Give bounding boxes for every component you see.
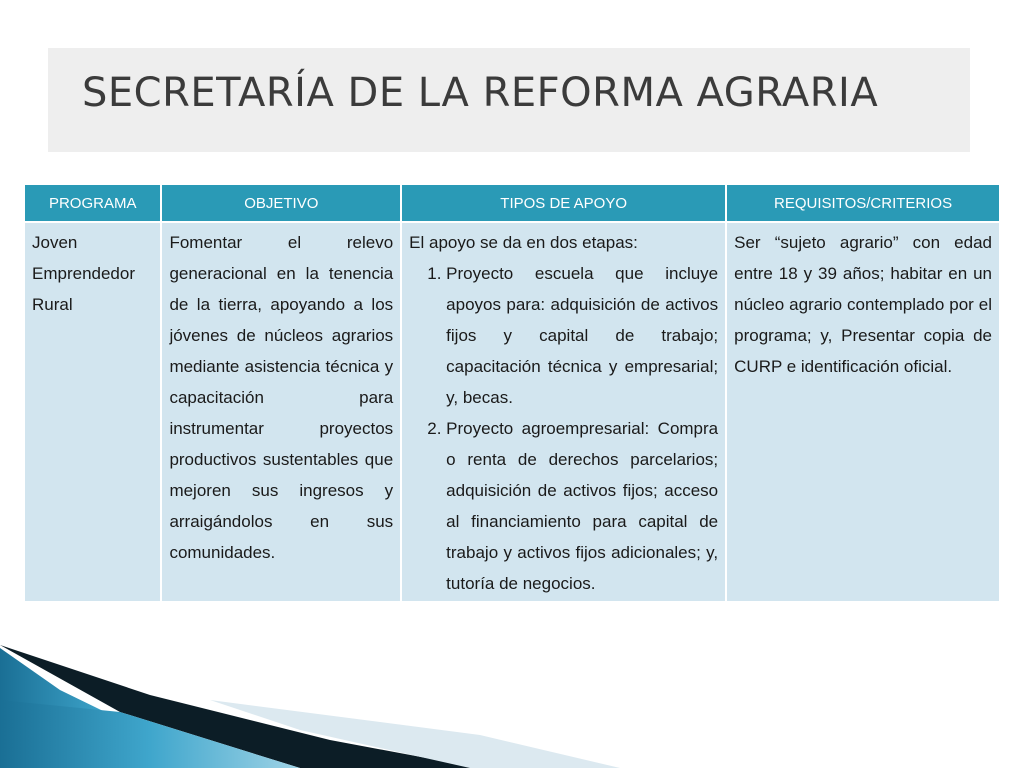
table-row	[24, 222, 1000, 602]
cell-requisitos: Ser “sujeto agrario” con edad entre 18 y 39 años; habitar en un núcleo agrario contemplado por el programa; y, Presentar copia de CURP e identificación oficial.	[726, 222, 1000, 602]
title-banner	[48, 48, 970, 152]
apoyo-list	[409, 258, 718, 599]
apoyo-item-2: 2. Proyecto agroempresarial: Compra o renta de derechos parcelarios; adquisición de activos fijos; acceso al financiamiento para capital de trabajo y activos fijos adicionales; y, tutoría de negocios.	[446, 413, 718, 599]
apoyo-item-1: 1. Proyecto escuela que incluye apoyos para: adquisición de activos fijos y capital de trabajo; capacitación técnica y empresarial; y, becas.	[446, 258, 718, 413]
cell-programa: Joven Emprendedor Rural	[24, 222, 161, 602]
cell-objetivo: Fomentar el relevo generacional en la tenencia de la tierra, apoyando a los jóvenes de núcleos agrarios mediante asistencia técnica y capacitación para instrumentar proyectos productivos sustentables que mejoren sus ingresos y arraigándolos en sus comunidades.	[161, 222, 401, 602]
header-requisitos: REQUISITOS/CRITERIOS	[726, 184, 1000, 222]
cell-tipos-de-apoyo	[401, 222, 726, 602]
blue-swoosh-lower	[0, 700, 300, 768]
header-tipos-de-apoyo: TIPOS DE APOYO	[401, 184, 726, 222]
blue-swoosh	[0, 648, 220, 768]
dark-swoosh	[0, 645, 480, 768]
apoyo-intro: El apoyo se da en dos etapas:	[409, 233, 638, 252]
header-programa: PROGRAMA	[24, 184, 161, 222]
programs-table	[23, 183, 1001, 603]
header-objetivo: OBJETIVO	[161, 184, 401, 222]
light-swoosh	[210, 700, 620, 768]
table-header-row	[24, 184, 1000, 222]
slide-title: SECRETARÍA DE LA REFORMA AGRARIA	[82, 70, 879, 116]
